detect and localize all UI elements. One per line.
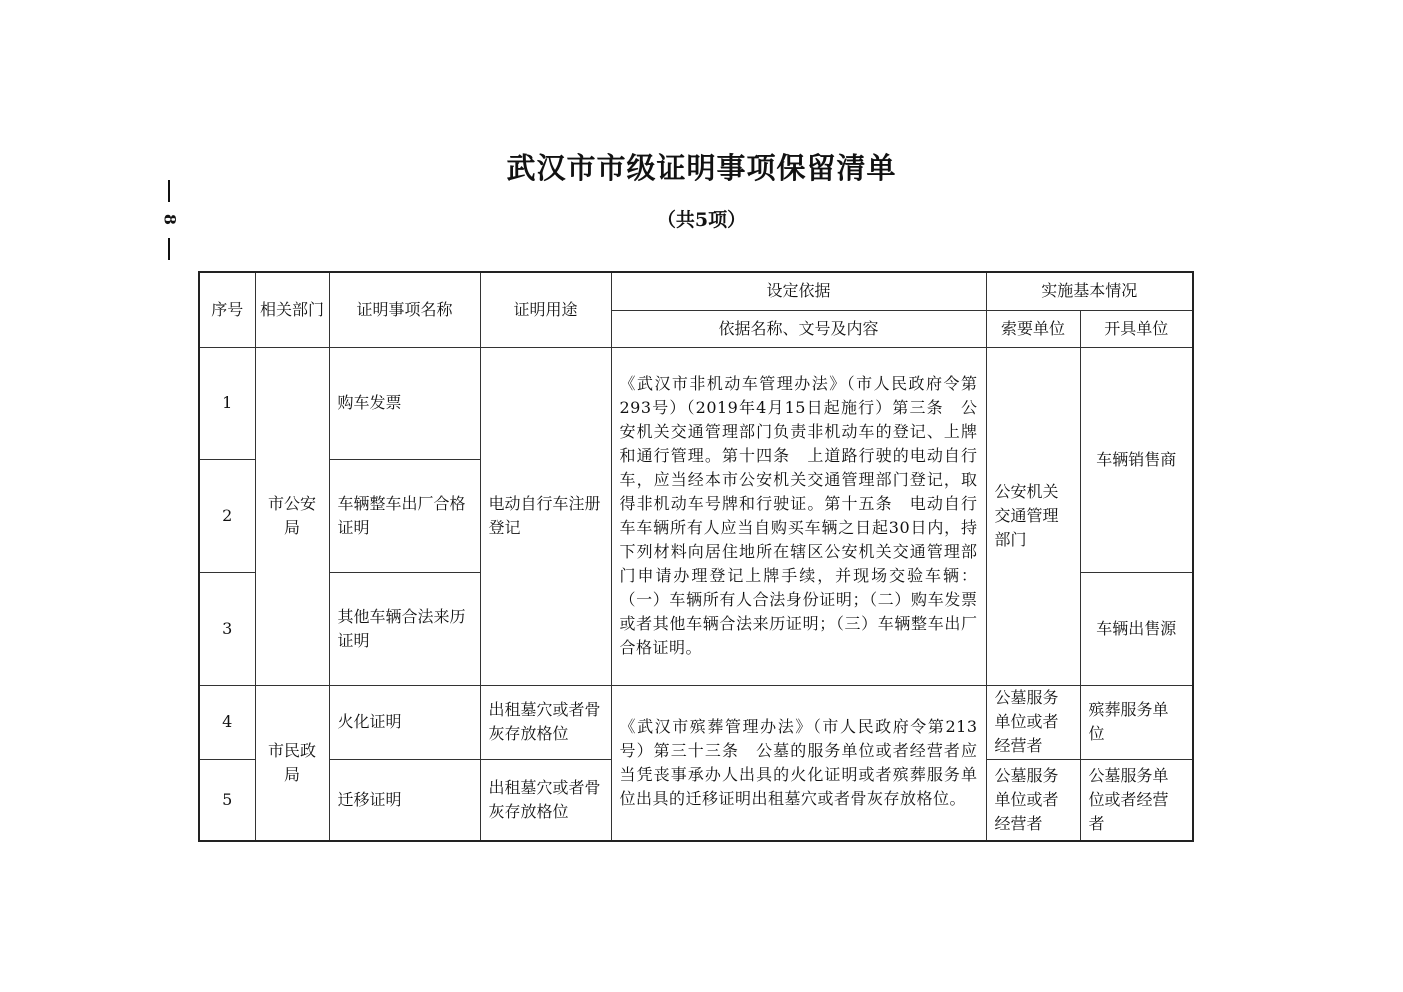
header-seq: 序号 <box>199 272 255 347</box>
row-name: 迁移证明 <box>329 759 480 841</box>
page-subtitle: （共5项） <box>656 209 747 231</box>
header-use: 证明用途 <box>480 272 611 347</box>
header-dept: 相关部门 <box>255 272 329 347</box>
row-basis: 《武汉市殡葬管理办法》（市人民政府令第213号）第三十三条 公墓的服务单位或者经营者应当凭丧事承办人出具的火化证明或者殡葬服务单位出具的迁移证明出租墓穴或者骨灰存放格位。 <box>611 685 986 841</box>
row-issuer: 殡葬服务单位 <box>1080 685 1193 759</box>
row-requester: 公墓服务单位或者经营者 <box>986 759 1080 841</box>
certificate-list-table <box>198 271 1194 842</box>
row-issuer: 车辆出售源 <box>1080 572 1193 685</box>
row-seq: 1 <box>199 347 255 459</box>
row-issuer: 车辆销售商 <box>1080 347 1193 572</box>
row-name: 其他车辆合法来历证明 <box>329 572 480 685</box>
row-use: 出租墓穴或者骨灰存放格位 <box>480 685 611 759</box>
header-basis-group: 设定依据 <box>611 272 986 310</box>
header-requester: 索要单位 <box>986 310 1080 347</box>
row-requester: 公墓服务单位或者经营者 <box>986 685 1080 759</box>
row-requester: 公安机关交通管理部门 <box>986 347 1080 685</box>
row-seq: 2 <box>199 459 255 572</box>
row-name: 火化证明 <box>329 685 480 759</box>
row-name: 车辆整车出厂合格证明 <box>329 459 480 572</box>
row-dept: 市公安局 <box>255 347 329 685</box>
row-seq: 5 <box>199 759 255 841</box>
page-title: 武汉市市级证明事项保留清单 <box>506 151 897 185</box>
row-basis: 《武汉市非机动车管理办法》（市人民政府令第293号）（2019年4月15日起施行）第三条 公安机关交通管理部门负责非机动车的登记、上牌和通行管理。第十四条 上道路行驶的电动自行车，应当经本市公安机关交通管理部门登记，取得非机动车号牌和行驶证。第十五条 电动自行车车辆所有人应当自购买车辆之日起30日内，持下列材料向居住地所在辖区公安机关交通管理部门申请办理登记上牌手续，并现场交验车辆：（一）车辆所有人合法身份证明；（二）购车发票或者其他车辆合法来历证明；（三）车辆整车出厂合格证明。 <box>611 347 986 685</box>
header-impl-group: 实施基本情况 <box>986 272 1193 310</box>
table-row <box>199 347 1193 459</box>
page-number-mark <box>160 180 180 262</box>
row-dept: 市民政局 <box>255 685 329 841</box>
row-issuer: 公墓服务单位或者经营者 <box>1080 759 1193 841</box>
header-issuer: 开具单位 <box>1080 310 1193 347</box>
row-use: 电动自行车注册登记 <box>480 347 611 685</box>
row-seq: 3 <box>199 572 255 685</box>
page-number: 8 <box>160 213 180 226</box>
row-name: 购车发票 <box>329 347 480 459</box>
row-use: 出租墓穴或者骨灰存放格位 <box>480 759 611 841</box>
header-name: 证明事项名称 <box>329 272 480 347</box>
page-number-bar-top <box>168 180 170 202</box>
row-seq: 4 <box>199 685 255 759</box>
page-number-bar-bottom <box>168 238 170 260</box>
header-row-1 <box>199 272 1193 310</box>
header-basis: 依据名称、文号及内容 <box>611 310 986 347</box>
table-row <box>199 685 1193 759</box>
